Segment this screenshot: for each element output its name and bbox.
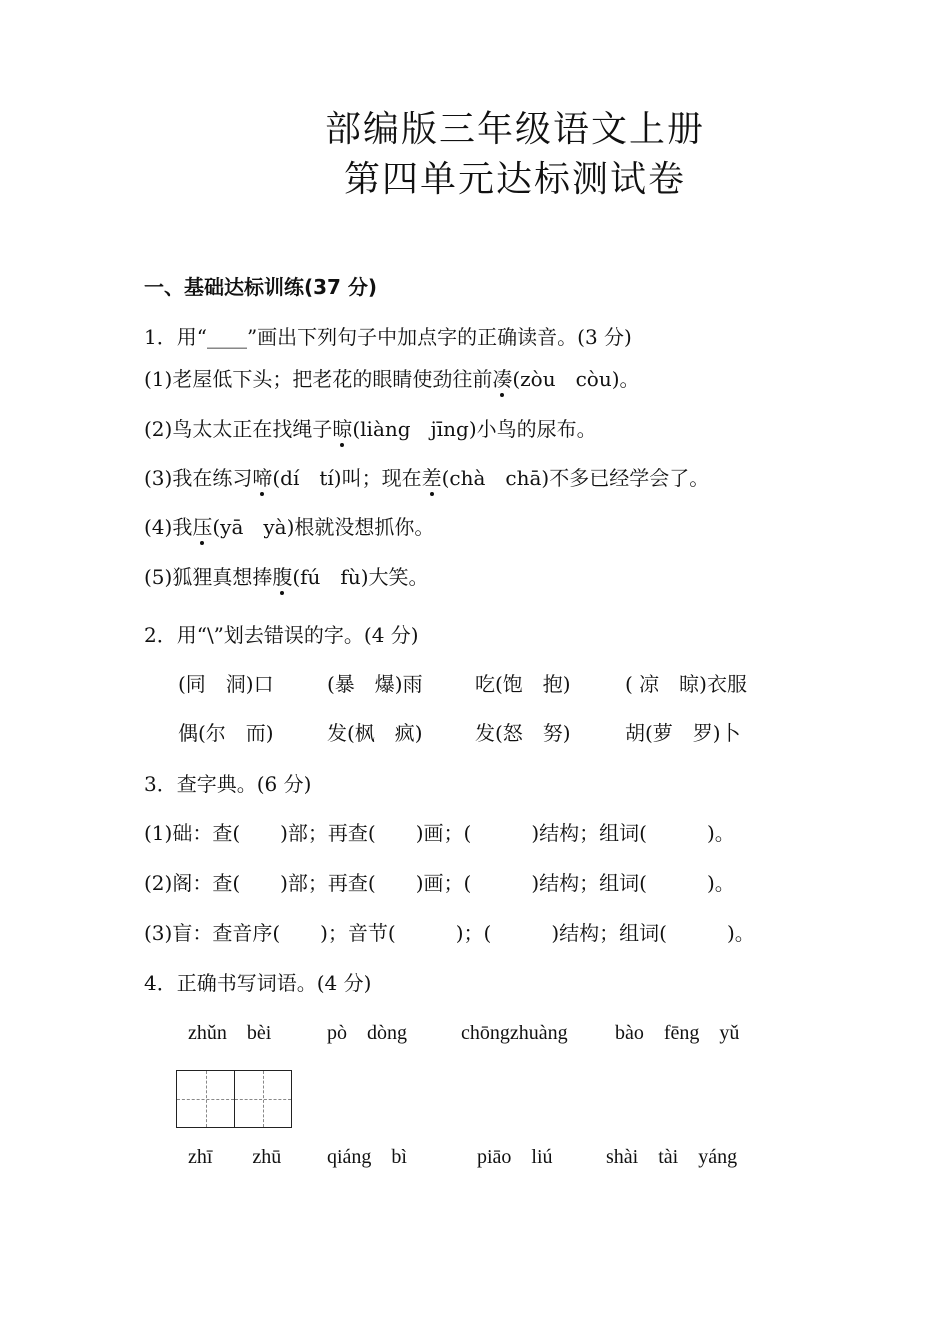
q1-item-4 [144, 517, 434, 537]
q2-option: 偶(尔 而) [178, 721, 274, 745]
pinyin-word: qiáng bì [327, 1146, 407, 1168]
page-title: 部编版三年级语文上册 [324, 109, 705, 150]
question-4-prompt: 4．正确书写词语。(4 分) [144, 971, 372, 995]
dotted-char: 腹 [272, 565, 293, 589]
q1-item-text: (2)鸟太太正在找绳子 [144, 417, 333, 441]
pinyin-word: pò dòng [327, 1022, 407, 1044]
q2-option: ( 凉 晾)衣服 [625, 672, 747, 696]
q1-item-text: (1)老屋低下头；把老花的眼睛使劲往前 [144, 367, 493, 391]
q2-option: 发(怒 努) [475, 721, 571, 745]
page-subtitle: 第四单元达标测试卷 [343, 159, 686, 200]
q1-item-text: (dí tí)叫；现在 [272, 466, 422, 490]
q1-item-text: (chà chā)不多已经学会了。 [441, 466, 710, 490]
q1-item-text: (liàng jīng)小鸟的尿布。 [352, 417, 597, 441]
pinyin-word: bào fēng yǔ [615, 1022, 740, 1044]
q1-item-text: (yā yà)根就没想抓你。 [212, 515, 435, 539]
q2-option: 发(枫 疯) [327, 721, 423, 745]
pinyin-word: zhǔn bèi [188, 1022, 272, 1044]
q3-item: (2)阁：查( )部；再查( )画；( )结构；组词( )。 [144, 871, 735, 895]
question-3-prompt: 3．查字典。(6 分) [144, 772, 312, 796]
dotted-char: 凑 [492, 367, 513, 391]
writing-grid[interactable] [176, 1070, 292, 1128]
section-heading: 一、基础达标训练(37 分) [144, 275, 378, 299]
q3-item: (3)盲：查音序( )；音节( )；( )结构；组词( )。 [144, 921, 755, 945]
q2-option: 吃(饱 抱) [475, 672, 571, 696]
q2-option: (暴 爆)雨 [327, 672, 423, 696]
q1-item-text: (5)狐狸真想捧 [144, 565, 273, 589]
dotted-char: 啼 [252, 466, 273, 490]
q1-item-text: (4)我 [144, 515, 193, 539]
q1-item-3 [144, 468, 709, 488]
q2-option: 胡(萝 罗)卜 [625, 721, 741, 745]
pinyin-word: piāo liú [477, 1146, 553, 1168]
pinyin-word: zhī zhū [188, 1146, 282, 1168]
question-1-prompt: 1．用“____”画出下列句子中加点字的正确读音。(3 分) [144, 325, 632, 349]
q1-item-2 [144, 419, 597, 439]
pinyin-word: chōngzhuàng [461, 1022, 568, 1044]
question-2-prompt: 2．用“\”划去错误的字。(4 分) [144, 623, 419, 647]
writing-cell[interactable] [177, 1071, 234, 1127]
writing-cell[interactable] [234, 1071, 291, 1127]
dotted-char: 差 [421, 466, 442, 490]
dotted-char: 晾 [332, 417, 353, 441]
q2-option: (同 洞)口 [178, 672, 274, 696]
q1-item-5 [144, 567, 429, 587]
q1-item-1 [144, 369, 640, 389]
q1-item-text: (fú fù)大笑。 [292, 565, 429, 589]
q3-item: (1)础：查( )部；再查( )画；( )结构；组词( )。 [144, 821, 735, 845]
dotted-char: 压 [192, 515, 213, 539]
pinyin-word: shài tài yáng [606, 1146, 738, 1168]
q1-item-text: (3)我在练习 [144, 466, 253, 490]
q1-item-text: (zòu còu)。 [512, 367, 640, 391]
